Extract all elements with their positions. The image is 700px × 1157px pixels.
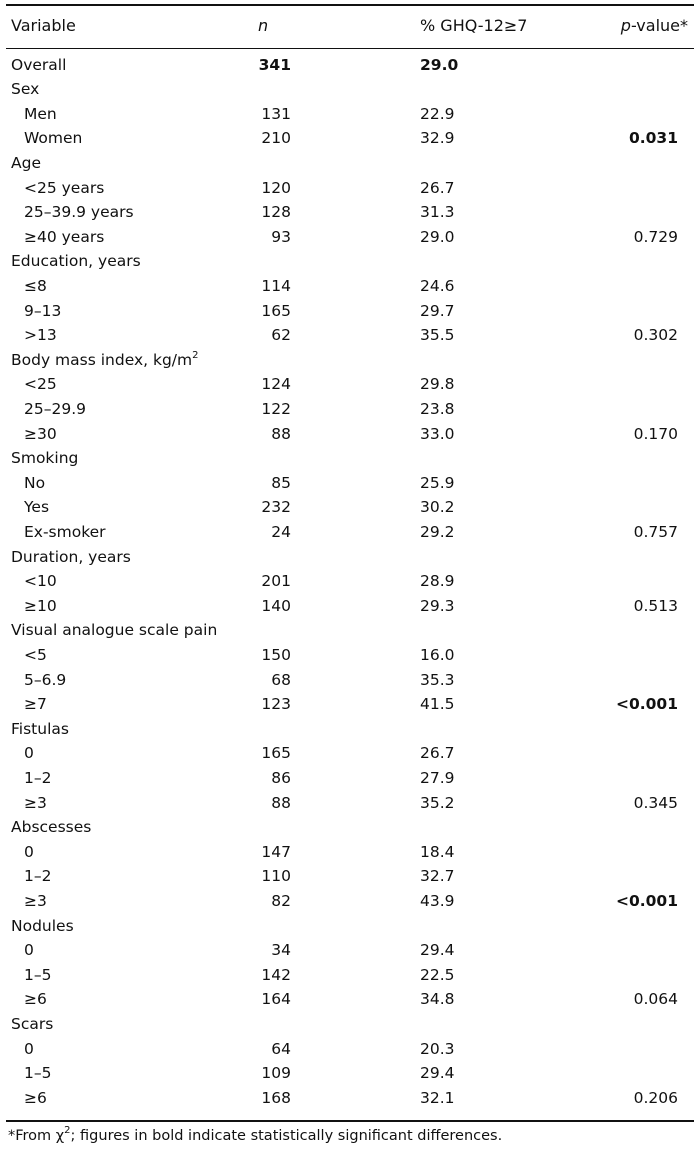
table-row (0, 495, 700, 520)
table-row (0, 249, 700, 274)
footnote-text: ; figures in bold indicate statistically significant differences. (70, 1128, 503, 1144)
row-sublabel (24, 1037, 34, 1061)
row-sublabel (24, 889, 47, 913)
row-label-text: 0 (24, 744, 34, 763)
row-label-text: <5 (24, 645, 47, 664)
row-p-value: 0.031 (628, 129, 678, 148)
table-row (0, 397, 700, 422)
row-sublabel (24, 643, 47, 667)
table-row (0, 889, 700, 914)
row-label-text: ≥10 (24, 596, 57, 615)
row-p-value: 0.757 (633, 522, 678, 541)
row-pct: 41.5 (420, 695, 455, 714)
table-header (0, 14, 700, 40)
row-pct: 29.2 (420, 522, 455, 541)
row-sublabel (24, 987, 47, 1011)
table-row (0, 348, 700, 373)
table-row (0, 151, 700, 176)
row-n: 109 (261, 1064, 291, 1083)
row-label (11, 618, 217, 642)
table-row (0, 545, 700, 570)
row-sublabel (24, 520, 106, 544)
row-label-text: ≥30 (24, 424, 57, 443)
row-p-value: 0.513 (633, 596, 678, 615)
row-n: 131 (261, 104, 291, 123)
row-n: 62 (271, 326, 291, 345)
row-n: 82 (271, 891, 291, 910)
row-n: 68 (271, 670, 291, 689)
row-label-text: 9–13 (24, 301, 62, 320)
row-pct: 27.9 (420, 768, 455, 787)
row-sublabel (24, 668, 66, 692)
table-row (0, 914, 700, 939)
row-label-text: Yes (24, 498, 50, 517)
row-sublabel (24, 176, 104, 200)
row-label-text: ≥6 (24, 1088, 47, 1107)
row-n: 165 (261, 301, 291, 320)
row-label (11, 53, 66, 77)
table-row (0, 1012, 700, 1037)
row-pct: 31.3 (420, 203, 455, 222)
row-label-text: 1–5 (24, 965, 52, 984)
table-row (0, 176, 700, 201)
row-label (11, 348, 199, 372)
row-label-text: Sex (11, 80, 40, 99)
row-sublabel (24, 692, 47, 716)
table-row (0, 471, 700, 496)
row-pct: 35.2 (420, 793, 455, 812)
row-label (11, 77, 39, 101)
row-n: 140 (261, 596, 291, 615)
row-n: 142 (261, 965, 291, 984)
row-sublabel (24, 766, 51, 790)
row-p-value: <0.001 (615, 891, 678, 910)
table-row (0, 741, 700, 766)
header-variable: Variable (11, 16, 76, 35)
header-rule (6, 48, 694, 49)
row-sublabel (24, 1086, 47, 1110)
row-label-text: Nodules (11, 916, 74, 935)
row-pct: 23.8 (420, 399, 455, 418)
row-pct: 33.0 (420, 424, 455, 443)
table-row (0, 963, 700, 988)
row-label-text: Age (11, 153, 41, 172)
row-n: 86 (271, 768, 291, 787)
table-row (0, 323, 700, 348)
row-label-text: <10 (24, 572, 57, 591)
table-row (0, 225, 700, 250)
row-n: 232 (261, 498, 291, 517)
row-n: 164 (261, 990, 291, 1009)
row-label-text: 1–5 (24, 1064, 52, 1083)
row-sublabel (24, 126, 82, 150)
row-n: 64 (271, 1039, 291, 1058)
header-p-rest: -value* (630, 16, 688, 35)
row-label-text: Ex-smoker (24, 522, 106, 541)
row-sublabel (24, 594, 57, 618)
row-label-text: Smoking (11, 449, 79, 468)
table-row (0, 643, 700, 668)
row-label-text: 5–6.9 (24, 670, 67, 689)
row-label-text: ≥40 years (24, 227, 105, 246)
row-label-text: <25 (24, 375, 57, 394)
row-label-text: ≤8 (24, 276, 47, 295)
table-row (0, 299, 700, 324)
row-n: 341 (258, 55, 291, 74)
footnote (8, 1125, 503, 1144)
row-label-text: Fistulas (11, 719, 69, 738)
row-sublabel (24, 495, 49, 519)
row-label-text: 0 (24, 842, 34, 861)
row-pct: 18.4 (420, 842, 455, 861)
row-label-text: Men (24, 104, 57, 123)
row-pct: 22.9 (420, 104, 455, 123)
table-row (0, 938, 700, 963)
table-row (0, 126, 700, 151)
row-pct: 29.4 (420, 1064, 455, 1083)
table-row (0, 840, 700, 865)
row-label-text: Visual analogue scale pain (11, 621, 218, 640)
row-p-value: 0.345 (633, 793, 678, 812)
row-n: 88 (271, 424, 291, 443)
table-row (0, 791, 700, 816)
row-n: 150 (261, 645, 291, 664)
row-p-value: <0.001 (615, 695, 678, 714)
row-pct: 29.4 (420, 941, 455, 960)
row-pct: 29.0 (420, 55, 459, 74)
row-label-text: 1–2 (24, 867, 52, 886)
row-label (11, 446, 78, 470)
row-sublabel (24, 1061, 51, 1085)
table-row (0, 520, 700, 545)
row-label (11, 914, 74, 938)
row-sublabel (24, 840, 34, 864)
header-n: n (258, 16, 269, 35)
bottom-rule (6, 1120, 694, 1122)
row-n: 201 (261, 572, 291, 591)
row-n: 34 (271, 941, 291, 960)
row-label (11, 717, 69, 741)
row-sublabel (24, 864, 51, 888)
row-pct: 26.7 (420, 744, 455, 763)
row-sublabel (24, 397, 86, 421)
row-label-text: Abscesses (11, 818, 92, 837)
table-row (0, 372, 700, 397)
row-label-text: ≥7 (24, 695, 47, 714)
row-sublabel (24, 299, 61, 323)
table-row (0, 102, 700, 127)
row-label (11, 151, 41, 175)
row-sublabel (24, 200, 134, 224)
row-p-value: 0.064 (633, 990, 678, 1009)
row-sublabel (24, 963, 51, 987)
row-label-text: 25–39.9 years (24, 203, 134, 222)
table-row (0, 766, 700, 791)
table-row (0, 717, 700, 742)
table-row (0, 668, 700, 693)
row-label-text: No (24, 473, 46, 492)
row-pct: 35.5 (420, 326, 455, 345)
table-row (0, 200, 700, 225)
header-p-italic: p (620, 16, 631, 35)
row-pct: 30.2 (420, 498, 455, 517)
row-label-text: 0 (24, 941, 34, 960)
row-sublabel (24, 741, 34, 765)
table-row (0, 1086, 700, 1111)
row-pct: 26.7 (420, 178, 455, 197)
row-p-value: 0.302 (633, 326, 678, 345)
row-sublabel (24, 274, 47, 298)
row-sublabel (24, 323, 57, 347)
row-sublabel (24, 372, 57, 396)
row-n: 85 (271, 473, 291, 492)
row-label-text: 1–2 (24, 768, 52, 787)
row-sublabel (24, 938, 34, 962)
row-label (11, 815, 91, 839)
row-n: 110 (261, 867, 291, 886)
row-pct: 32.9 (420, 129, 455, 148)
row-pct: 29.3 (420, 596, 455, 615)
row-n: 147 (261, 842, 291, 861)
table-row (0, 815, 700, 840)
row-n: 123 (261, 695, 291, 714)
row-n: 168 (261, 1088, 291, 1107)
row-p-value: 0.729 (633, 227, 678, 246)
row-label (11, 545, 131, 569)
row-sublabel (24, 225, 104, 249)
row-pct: 28.9 (420, 572, 455, 591)
row-pct: 34.8 (420, 990, 455, 1009)
table-row (0, 569, 700, 594)
row-sublabel (24, 569, 57, 593)
row-label-sup: 2 (192, 349, 199, 361)
row-pct: 20.3 (420, 1039, 455, 1058)
row-n: 24 (271, 522, 291, 541)
row-sublabel (24, 422, 57, 446)
row-pct: 24.6 (420, 276, 455, 295)
row-label-text: 25–29.9 (24, 399, 86, 418)
row-pct: 22.5 (420, 965, 455, 984)
row-label (11, 249, 141, 273)
row-label-text: Scars (11, 1014, 54, 1033)
row-label-text: <25 years (24, 178, 105, 197)
row-p-value: 0.206 (633, 1088, 678, 1107)
row-label-text: ≥6 (24, 990, 47, 1009)
table-row (0, 53, 700, 78)
row-sublabel (24, 102, 57, 126)
row-pct: 32.1 (420, 1088, 455, 1107)
table-row (0, 987, 700, 1012)
row-label-text: Education, years (11, 252, 141, 271)
table-row (0, 594, 700, 619)
row-sublabel (24, 791, 47, 815)
row-n: 93 (271, 227, 291, 246)
row-p-value: 0.170 (633, 424, 678, 443)
table-row (0, 864, 700, 889)
top-rule (6, 4, 694, 6)
header-p-value (621, 14, 688, 38)
table-row (0, 692, 700, 717)
row-n: 210 (261, 129, 291, 148)
row-pct: 35.3 (420, 670, 455, 689)
table-row (0, 1061, 700, 1086)
row-label-text: ≥3 (24, 793, 47, 812)
row-n: 114 (261, 276, 291, 295)
row-pct: 43.9 (420, 891, 455, 910)
row-label (11, 1012, 53, 1036)
row-label-text: Overall (11, 55, 67, 74)
row-pct: 16.0 (420, 645, 455, 664)
row-pct: 25.9 (420, 473, 455, 492)
row-pct: 29.8 (420, 375, 455, 394)
row-sublabel (24, 471, 45, 495)
header-pct: % GHQ-12≥7 (420, 16, 528, 35)
row-n: 120 (261, 178, 291, 197)
table-row (0, 618, 700, 643)
row-n: 128 (261, 203, 291, 222)
row-pct: 29.0 (420, 227, 455, 246)
row-pct: 29.7 (420, 301, 455, 320)
row-pct: 32.7 (420, 867, 455, 886)
row-label-text: Women (24, 129, 83, 148)
row-n: 124 (261, 375, 291, 394)
row-n: 88 (271, 793, 291, 812)
row-label-text: Body mass index, kg/m (11, 350, 193, 369)
footnote-sup: 2 (64, 1125, 71, 1137)
table-row (0, 446, 700, 471)
footnote-star: *From χ (8, 1128, 65, 1144)
table-row (0, 274, 700, 299)
row-label-text: Duration, years (11, 547, 131, 566)
row-label-text: ≥3 (24, 891, 47, 910)
row-n: 165 (261, 744, 291, 763)
table-row (0, 77, 700, 102)
table-row (0, 422, 700, 447)
row-n: 122 (261, 399, 291, 418)
table-row (0, 1037, 700, 1062)
row-label-text: 0 (24, 1039, 34, 1058)
row-label-text: >13 (24, 326, 57, 345)
